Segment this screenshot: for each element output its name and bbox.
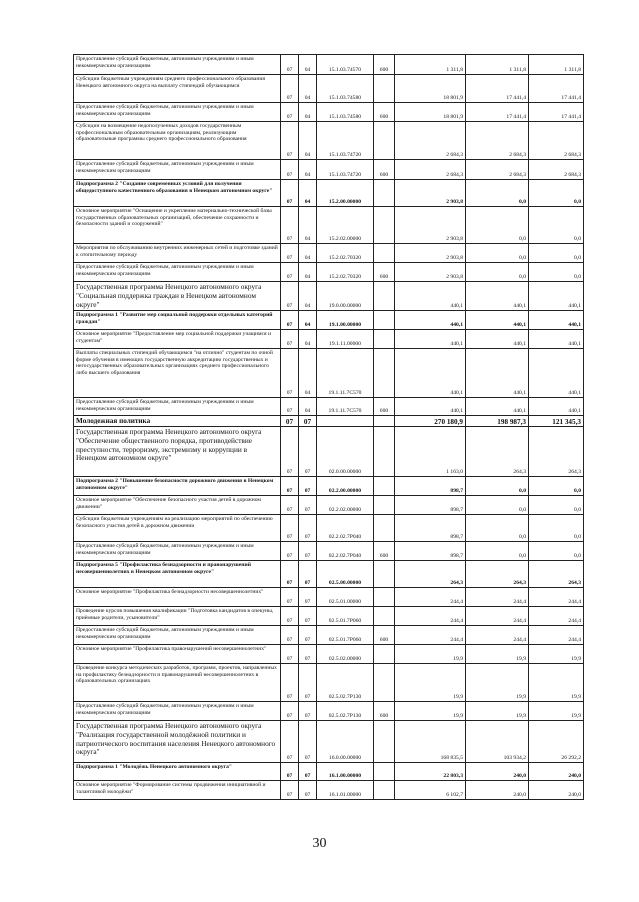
row-expense-type bbox=[374, 416, 395, 427]
row-name: Субсидии на возмещение недополученных доходов государственным профессиональным образовательным организациям, реализующим образовательные программы среднего профессионального образования bbox=[74, 122, 281, 160]
row-section-code: 07 bbox=[281, 398, 299, 416]
row-subsection-code: 04 bbox=[299, 244, 317, 263]
row-subsection-code: 07 bbox=[299, 702, 317, 721]
row-amount-year-2: 264,3 bbox=[466, 427, 529, 477]
row-amount-year-1: 898,7 bbox=[395, 496, 466, 515]
row-section-code: 07 bbox=[281, 702, 299, 721]
row-subsection-code: 04 bbox=[299, 263, 317, 282]
row-target-article: 15.1.03.74580 bbox=[317, 103, 374, 122]
row-amount-year-2: 440,1 bbox=[466, 330, 529, 349]
row-section-code: 07 bbox=[281, 207, 299, 244]
row-expense-type bbox=[374, 330, 395, 349]
row-name: Подпрограмма 2 "Повышение безопасности дорожного движения в Ненецком автономном округе" bbox=[74, 477, 281, 496]
row-name: Предоставление субсидий бюджетным, автономным учреждениям и иным некоммерческим организациям bbox=[74, 626, 281, 645]
row-amount-year-3: 0,0 bbox=[529, 496, 584, 515]
row-expense-type bbox=[374, 207, 395, 244]
row-name: Основное мероприятие "Оснащение и укрепление материально-технической базы государственных образовательных организаций, обеспечение сохранности и безопасности зданий и сооружений" bbox=[74, 207, 281, 244]
row-amount-year-3: 17 441,4 bbox=[529, 103, 584, 122]
row-name: Предоставление субсидий бюджетным, автономным учреждениям и иным некоммерческим организациям bbox=[74, 263, 281, 282]
row-subsection-code: 04 bbox=[299, 349, 317, 398]
row-expense-type bbox=[374, 496, 395, 515]
row-subsection-code: 07 bbox=[299, 496, 317, 515]
row-amount-year-3: 0,0 bbox=[529, 542, 584, 561]
row-amount-year-3: 0,0 bbox=[529, 515, 584, 542]
row-target-article: 19.0.00.00000 bbox=[317, 282, 374, 311]
row-section-code: 07 bbox=[281, 263, 299, 282]
row-expense-type bbox=[374, 763, 395, 781]
row-amount-year-2: 244,4 bbox=[466, 626, 529, 645]
row-name: Основное мероприятие "Обеспечение безопасного участия детей в дорожном движении" bbox=[74, 496, 281, 515]
row-expense-type bbox=[374, 75, 395, 103]
row-amount-year-1: 1 311,8 bbox=[395, 55, 466, 75]
row-section-code: 07 bbox=[281, 75, 299, 103]
row-target-article: 15.1.03.74720 bbox=[317, 122, 374, 160]
row-expense-type: 600 bbox=[374, 398, 395, 416]
row-subsection-code: 04 bbox=[299, 103, 317, 122]
row-expense-type bbox=[374, 477, 395, 496]
row-subsection-code: 04 bbox=[299, 330, 317, 349]
row-name: Проведение курсов повышения квалификации "Подготовка кандидатов в опекуны, приёмные родители, усыновители" bbox=[74, 607, 281, 626]
row-target-article: 02.2.00.00000 bbox=[317, 477, 374, 496]
row-expense-type bbox=[374, 645, 395, 664]
row-section-code: 07 bbox=[281, 561, 299, 588]
row-amount-year-3: 244,4 bbox=[529, 607, 584, 626]
row-amount-year-2: 2 684,3 bbox=[466, 160, 529, 180]
row-amount-year-2: 1 311,8 bbox=[466, 55, 529, 75]
table-row bbox=[74, 330, 584, 349]
row-name: Предоставление субсидий бюджетным, автономным учреждениям и иным некоммерческим организациям bbox=[74, 55, 281, 75]
row-subsection-code: 04 bbox=[299, 282, 317, 311]
row-amount-year-2: 240,0 bbox=[466, 781, 529, 800]
table-row bbox=[74, 282, 584, 311]
row-section-code: 07 bbox=[281, 664, 299, 702]
row-amount-year-2: 0,0 bbox=[466, 180, 529, 207]
row-target-article: 15.1.03.74580 bbox=[317, 75, 374, 103]
row-amount-year-1: 244,4 bbox=[395, 588, 466, 607]
row-section-code: 07 bbox=[281, 515, 299, 542]
row-name: Подпрограмма 5 "Профилактика безнадзорности и правонарушений несовершеннолетних в Ненецком автономном округе" bbox=[74, 561, 281, 588]
row-amount-year-1: 244,4 bbox=[395, 626, 466, 645]
row-target-article: 19.1.11.7C570 bbox=[317, 349, 374, 398]
row-amount-year-1: 1 163,0 bbox=[395, 427, 466, 477]
table-row bbox=[74, 561, 584, 588]
row-name: Предоставление субсидий бюджетным, автономным учреждениям и иным некоммерческим организациям bbox=[74, 702, 281, 721]
row-target-article: 02.2.02.7P040 bbox=[317, 515, 374, 542]
row-amount-year-1: 19,9 bbox=[395, 702, 466, 721]
row-amount-year-2: 244,4 bbox=[466, 607, 529, 626]
row-name: Основное мероприятие "Профилактика безнадзорности несовершеннолетних" bbox=[74, 588, 281, 607]
row-section-code: 07 bbox=[281, 244, 299, 263]
row-section-code: 07 bbox=[281, 721, 299, 763]
row-section-code: 07 bbox=[281, 427, 299, 477]
row-amount-year-1: 440,1 bbox=[395, 330, 466, 349]
row-target-article: 19.1.11.00000 bbox=[317, 330, 374, 349]
row-subsection-code: 07 bbox=[299, 763, 317, 781]
row-subsection-code: 04 bbox=[299, 160, 317, 180]
row-subsection-code: 04 bbox=[299, 311, 317, 330]
table-row bbox=[74, 75, 584, 103]
table-row bbox=[74, 721, 584, 763]
row-amount-year-2: 0,0 bbox=[466, 263, 529, 282]
row-name: Субсидии бюджетным учреждениям на реализацию мероприятий по обеспечению безопасного участия детей в дорожном движении bbox=[74, 515, 281, 542]
row-section-code: 07 bbox=[281, 55, 299, 75]
budget-table-body bbox=[74, 55, 584, 800]
row-target-article: 16.0.00.00000 bbox=[317, 721, 374, 763]
row-expense-type: 600 bbox=[374, 626, 395, 645]
row-target-article: 02.0.00.00000 bbox=[317, 427, 374, 477]
row-amount-year-3: 0,0 bbox=[529, 477, 584, 496]
row-name: Государственная программа Ненецкого автономного округа "Социальная поддержка граждан в Ненецком автономном округе" bbox=[74, 282, 281, 311]
row-name: Проведение конкурса методических разработок, программ, проектов, направленных на профилактику безнадзорности и правонарушений несовершеннолетних в образовательных организациях bbox=[74, 664, 281, 702]
row-expense-type: 600 bbox=[374, 702, 395, 721]
row-amount-year-2: 0,0 bbox=[466, 244, 529, 263]
row-target-article: 02.5.01.7P060 bbox=[317, 626, 374, 645]
row-amount-year-1: 440,1 bbox=[395, 349, 466, 398]
row-amount-year-2: 0,0 bbox=[466, 496, 529, 515]
row-amount-year-3: 0,0 bbox=[529, 207, 584, 244]
row-target-article: 19.1.11.7C570 bbox=[317, 398, 374, 416]
row-subsection-code: 07 bbox=[299, 427, 317, 477]
table-row bbox=[74, 607, 584, 626]
row-subsection-code: 04 bbox=[299, 75, 317, 103]
row-amount-year-2: 103 934,2 bbox=[466, 721, 529, 763]
page-number: 30 bbox=[312, 836, 327, 851]
table-row bbox=[74, 416, 584, 427]
row-section-code: 07 bbox=[281, 626, 299, 645]
row-target-article: 02.5.02.7P130 bbox=[317, 702, 374, 721]
row-amount-year-1: 2 903,8 bbox=[395, 207, 466, 244]
table-row bbox=[74, 763, 584, 781]
row-amount-year-3: 264,3 bbox=[529, 427, 584, 477]
row-name: Подпрограмма 1 "Молодёжь Ненецкого автономного округа" bbox=[74, 763, 281, 781]
row-expense-type bbox=[374, 588, 395, 607]
row-amount-year-1: 19,9 bbox=[395, 645, 466, 664]
row-subsection-code: 07 bbox=[299, 588, 317, 607]
row-expense-type bbox=[374, 561, 395, 588]
row-name: Молодежная политика bbox=[74, 416, 281, 427]
row-amount-year-3: 440,1 bbox=[529, 311, 584, 330]
row-target-article: 15.2.02.70320 bbox=[317, 244, 374, 263]
table-row bbox=[74, 398, 584, 416]
row-target-article: 15.2.00.00000 bbox=[317, 180, 374, 207]
row-amount-year-1: 440,1 bbox=[395, 311, 466, 330]
row-name: Предоставление субсидий бюджетным, автономным учреждениям и иным некоммерческим организациям bbox=[74, 103, 281, 122]
row-name: Выплаты специальных стипендий обучающимся "на отлично" студентам по очной форме обучения в имеющих государственную аккредитацию государственных и негосударственных образовательных организациях среднего профессионального либо высшего образования bbox=[74, 349, 281, 398]
row-amount-year-3: 17 441,4 bbox=[529, 75, 584, 103]
row-subsection-code: 04 bbox=[299, 207, 317, 244]
row-expense-type bbox=[374, 721, 395, 763]
row-target-article: 19.1.00.00000 bbox=[317, 311, 374, 330]
row-subsection-code: 04 bbox=[299, 55, 317, 75]
row-target-article: 15.2.02.70320 bbox=[317, 263, 374, 282]
table-row bbox=[74, 263, 584, 282]
row-amount-year-3: 19,9 bbox=[529, 645, 584, 664]
row-amount-year-1: 440,1 bbox=[395, 282, 466, 311]
row-amount-year-3: 26 292,2 bbox=[529, 721, 584, 763]
table-row bbox=[74, 542, 584, 561]
row-subsection-code: 07 bbox=[299, 477, 317, 496]
row-amount-year-3: 0,0 bbox=[529, 244, 584, 263]
row-name: Основное мероприятие "Профилактика правонарушений несовершеннолетних" bbox=[74, 645, 281, 664]
row-target-article: 15.2.02.00000 bbox=[317, 207, 374, 244]
row-section-code: 07 bbox=[281, 349, 299, 398]
row-section-code: 07 bbox=[281, 180, 299, 207]
row-amount-year-1: 168 835,5 bbox=[395, 721, 466, 763]
row-section-code: 07 bbox=[281, 160, 299, 180]
row-expense-type bbox=[374, 781, 395, 800]
row-amount-year-2: 17 441,4 bbox=[466, 103, 529, 122]
row-amount-year-1: 898,7 bbox=[395, 542, 466, 561]
row-expense-type bbox=[374, 607, 395, 626]
row-expense-type bbox=[374, 244, 395, 263]
row-name: Предоставление субсидий бюджетным, автономным учреждениям и иным некоммерческим организациям bbox=[74, 542, 281, 561]
row-amount-year-1: 898,7 bbox=[395, 515, 466, 542]
row-section-code: 07 bbox=[281, 607, 299, 626]
row-target-article: 16.1.01.00000 bbox=[317, 781, 374, 800]
row-amount-year-3: 0,0 bbox=[529, 263, 584, 282]
table-row bbox=[74, 55, 584, 75]
row-expense-type bbox=[374, 349, 395, 398]
row-name: Предоставление субсидий бюджетным, автономным учреждениям и иным некоммерческим организациям bbox=[74, 398, 281, 416]
row-target-article: 02.5.02.7P130 bbox=[317, 664, 374, 702]
row-amount-year-1: 440,1 bbox=[395, 398, 466, 416]
row-subsection-code: 07 bbox=[299, 561, 317, 588]
row-amount-year-3: 240,0 bbox=[529, 781, 584, 800]
table-row bbox=[74, 311, 584, 330]
row-amount-year-2: 198 987,3 bbox=[466, 416, 529, 427]
row-expense-type bbox=[374, 427, 395, 477]
row-expense-type bbox=[374, 180, 395, 207]
row-subsection-code: 07 bbox=[299, 542, 317, 561]
row-subsection-code: 07 bbox=[299, 664, 317, 702]
table-row bbox=[74, 515, 584, 542]
row-amount-year-3: 1 311,8 bbox=[529, 55, 584, 75]
row-subsection-code: 04 bbox=[299, 180, 317, 207]
row-target-article bbox=[317, 416, 374, 427]
row-amount-year-3: 2 684,3 bbox=[529, 122, 584, 160]
row-target-article: 02.2.02.00000 bbox=[317, 496, 374, 515]
row-section-code: 07 bbox=[281, 477, 299, 496]
row-amount-year-1: 18 801,9 bbox=[395, 75, 466, 103]
row-section-code: 07 bbox=[281, 763, 299, 781]
row-amount-year-2: 19,9 bbox=[466, 702, 529, 721]
row-amount-year-2: 0,0 bbox=[466, 477, 529, 496]
row-subsection-code: 04 bbox=[299, 398, 317, 416]
table-row bbox=[74, 207, 584, 244]
budget-table bbox=[73, 54, 584, 800]
row-section-code: 07 bbox=[281, 542, 299, 561]
row-subsection-code: 07 bbox=[299, 416, 317, 427]
row-amount-year-2: 19,9 bbox=[466, 664, 529, 702]
row-section-code: 07 bbox=[281, 496, 299, 515]
row-target-article: 15.1.03.74570 bbox=[317, 55, 374, 75]
row-section-code: 07 bbox=[281, 330, 299, 349]
row-subsection-code: 07 bbox=[299, 515, 317, 542]
table-row bbox=[74, 702, 584, 721]
row-amount-year-2: 0,0 bbox=[466, 515, 529, 542]
row-name: Мероприятия по обслуживанию внутренних инженерных сетей и подготовке зданий к отопительному периоду bbox=[74, 244, 281, 263]
row-amount-year-1: 270 180,9 bbox=[395, 416, 466, 427]
row-subsection-code: 07 bbox=[299, 607, 317, 626]
row-amount-year-3: 440,1 bbox=[529, 330, 584, 349]
row-name: Основное мероприятие "Формирование системы продвижения инициативной и талантливой молодёжи" bbox=[74, 781, 281, 800]
row-amount-year-3: 264,3 bbox=[529, 561, 584, 588]
row-expense-type bbox=[374, 311, 395, 330]
row-name: Основное мероприятие "Предоставление мер социальной поддержки учащимся и студентам" bbox=[74, 330, 281, 349]
row-amount-year-1: 6 102,7 bbox=[395, 781, 466, 800]
row-amount-year-1: 2 903,8 bbox=[395, 263, 466, 282]
row-name: Государственная программа Ненецкого автономного округа "Обеспечение общественного порядка, противодействие преступности, терроризму, экстремизму и коррупции в Ненецком автономном округе" bbox=[74, 427, 281, 477]
row-section-code: 07 bbox=[281, 103, 299, 122]
row-amount-year-2: 240,0 bbox=[466, 763, 529, 781]
row-section-code: 07 bbox=[281, 588, 299, 607]
row-amount-year-3: 121 345,3 bbox=[529, 416, 584, 427]
row-subsection-code: 07 bbox=[299, 781, 317, 800]
row-amount-year-1: 244,4 bbox=[395, 607, 466, 626]
row-amount-year-3: 2 684,3 bbox=[529, 160, 584, 180]
row-amount-year-1: 22 803,3 bbox=[395, 763, 466, 781]
row-amount-year-1: 2 684,3 bbox=[395, 160, 466, 180]
row-amount-year-3: 19,9 bbox=[529, 702, 584, 721]
row-amount-year-1: 2 903,8 bbox=[395, 244, 466, 263]
row-name: Предоставление субсидий бюджетным, автономным учреждениям и иным некоммерческим организациям bbox=[74, 160, 281, 180]
row-amount-year-1: 2 903,8 bbox=[395, 180, 466, 207]
row-expense-type: 600 bbox=[374, 55, 395, 75]
table-row bbox=[74, 122, 584, 160]
row-target-article: 02.5.00.00000 bbox=[317, 561, 374, 588]
row-section-code: 07 bbox=[281, 311, 299, 330]
row-amount-year-2: 0,0 bbox=[466, 207, 529, 244]
row-section-code: 07 bbox=[281, 781, 299, 800]
row-amount-year-3: 19,9 bbox=[529, 664, 584, 702]
row-target-article: 02.5.01.00000 bbox=[317, 588, 374, 607]
table-row bbox=[74, 477, 584, 496]
table-row bbox=[74, 781, 584, 800]
table-row bbox=[74, 180, 584, 207]
row-target-article: 02.5.02.00000 bbox=[317, 645, 374, 664]
row-amount-year-2: 19,9 bbox=[466, 645, 529, 664]
row-section-code: 07 bbox=[281, 122, 299, 160]
row-amount-year-2: 440,1 bbox=[466, 311, 529, 330]
row-amount-year-2: 440,1 bbox=[466, 349, 529, 398]
row-expense-type bbox=[374, 282, 395, 311]
row-subsection-code: 07 bbox=[299, 645, 317, 664]
row-expense-type: 600 bbox=[374, 160, 395, 180]
row-name: Подпрограмма 1 "Развитие мер социальной поддержки отдельных категорий граждан" bbox=[74, 311, 281, 330]
row-amount-year-2: 440,1 bbox=[466, 282, 529, 311]
row-amount-year-2: 0,0 bbox=[466, 542, 529, 561]
table-row bbox=[74, 349, 584, 398]
row-amount-year-2: 440,1 bbox=[466, 398, 529, 416]
row-subsection-code: 07 bbox=[299, 721, 317, 763]
row-amount-year-1: 898,7 bbox=[395, 477, 466, 496]
row-amount-year-1: 18 801,9 bbox=[395, 103, 466, 122]
row-target-article: 16.1.00.00000 bbox=[317, 763, 374, 781]
row-amount-year-2: 264,3 bbox=[466, 561, 529, 588]
row-expense-type: 600 bbox=[374, 103, 395, 122]
row-expense-type: 600 bbox=[374, 263, 395, 282]
row-section-code: 07 bbox=[281, 645, 299, 664]
table-row bbox=[74, 496, 584, 515]
row-expense-type bbox=[374, 122, 395, 160]
row-target-article: 15.1.03.74720 bbox=[317, 160, 374, 180]
table-row bbox=[74, 645, 584, 664]
row-expense-type bbox=[374, 664, 395, 702]
row-amount-year-1: 2 684,3 bbox=[395, 122, 466, 160]
row-amount-year-3: 244,4 bbox=[529, 626, 584, 645]
row-subsection-code: 07 bbox=[299, 626, 317, 645]
row-amount-year-3: 440,1 bbox=[529, 398, 584, 416]
row-amount-year-2: 2 684,3 bbox=[466, 122, 529, 160]
row-amount-year-3: 440,1 bbox=[529, 282, 584, 311]
table-row bbox=[74, 244, 584, 263]
row-amount-year-3: 440,1 bbox=[529, 349, 584, 398]
row-name: Подпрограмма 2 "Создание современных условий для получения общедоступного качественного образования в Ненецком автономном округе" bbox=[74, 180, 281, 207]
row-subsection-code: 04 bbox=[299, 122, 317, 160]
table-row bbox=[74, 427, 584, 477]
row-target-article: 02.2.02.7P040 bbox=[317, 542, 374, 561]
table-row bbox=[74, 626, 584, 645]
row-amount-year-3: 0,0 bbox=[529, 180, 584, 207]
row-expense-type: 600 bbox=[374, 542, 395, 561]
row-name: Субсидии бюджетным учреждениям среднего профессионального образования Ненецкого автономного округа на выплату стипендий обучающимся bbox=[74, 75, 281, 103]
row-amount-year-2: 244,4 bbox=[466, 588, 529, 607]
row-amount-year-1: 19,9 bbox=[395, 664, 466, 702]
row-target-article: 02.5.01.7P060 bbox=[317, 607, 374, 626]
table-row bbox=[74, 103, 584, 122]
row-amount-year-1: 264,3 bbox=[395, 561, 466, 588]
row-expense-type bbox=[374, 515, 395, 542]
row-name: Государственная программа Ненецкого автономного округа "Реализация государственной молодёжной политики и патриотического воспитания населения Ненецкого автономного округа" bbox=[74, 721, 281, 763]
table-row bbox=[74, 588, 584, 607]
row-section-code: 07 bbox=[281, 282, 299, 311]
row-amount-year-3: 244,4 bbox=[529, 588, 584, 607]
table-row bbox=[74, 160, 584, 180]
row-section-code: 07 bbox=[281, 416, 299, 427]
row-amount-year-3: 240,0 bbox=[529, 763, 584, 781]
table-row bbox=[74, 664, 584, 702]
row-amount-year-2: 17 441,4 bbox=[466, 75, 529, 103]
